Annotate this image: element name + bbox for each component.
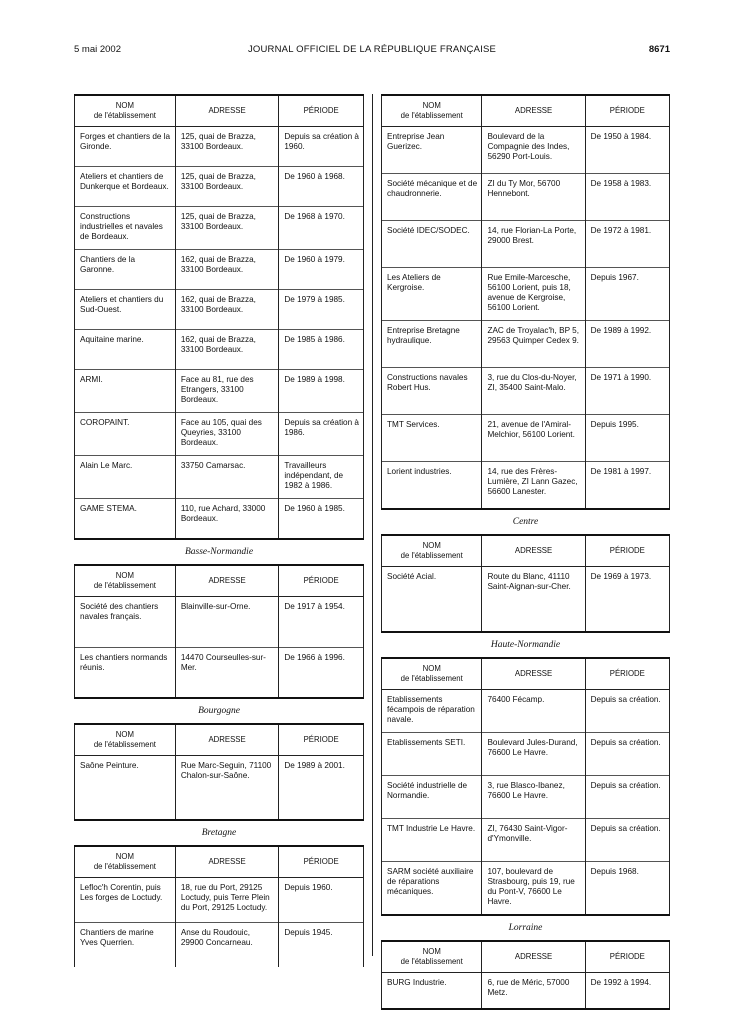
table-row — [75, 456, 364, 499]
table-row — [75, 877, 364, 922]
cell-adresse: 162, quai de Brazza, 33100 Bordeaux. — [175, 330, 279, 370]
table-row — [382, 415, 670, 462]
table-bretagne-suite — [381, 94, 670, 510]
cell-nom: Société IDEC/SODEC. — [382, 221, 482, 268]
cell-adresse: Anse du Roudouic, 29900 Concarneau. — [175, 922, 279, 967]
cell-periode: Depuis sa création. — [585, 733, 669, 776]
table-row — [382, 462, 670, 509]
cell-periode: Depuis sa création. — [585, 776, 669, 819]
col-header-nom — [382, 658, 482, 690]
region-title-basse-normandie: Basse-Normandie — [184, 546, 254, 557]
cell-periode: De 1992 à 1994. — [585, 973, 669, 1009]
table-row — [75, 413, 364, 456]
col-header-periode: PÉRIODE — [279, 95, 364, 127]
col-header-adresse: ADRESSE — [175, 724, 279, 756]
table-bretagne — [74, 845, 364, 968]
cell-periode: Depuis sa création. — [585, 690, 669, 733]
table-header-row — [382, 95, 670, 127]
col-header-nom — [75, 724, 176, 756]
table-row — [75, 207, 364, 250]
table-row — [382, 321, 670, 368]
column-divider — [372, 94, 373, 956]
cell-periode: De 1966 à 1996. — [279, 647, 364, 698]
cell-periode: Depuis 1968. — [585, 862, 669, 916]
journal-title: JOURNAL OFFICIEL DE LA RÉPUBLIQUE FRANÇAISE — [247, 44, 497, 55]
table-haute-normandie — [381, 657, 670, 916]
table-row — [75, 922, 364, 967]
col-header-nom-line2: de l'établissement — [93, 740, 156, 749]
cell-nom: ARMI. — [75, 370, 176, 413]
table-header-row — [382, 658, 670, 690]
table-row — [382, 733, 670, 776]
cell-nom: Entreprise Jean Guerizec. — [382, 127, 482, 174]
cell-adresse: 14, rue des Frères-Lumière, ZI Lann Gazec, 56600 Lanester. — [482, 462, 585, 509]
cell-nom: SARM société auxiliaire de réparations mécaniques. — [382, 862, 482, 916]
col-header-adresse: ADRESSE — [175, 95, 279, 127]
cell-periode: Travailleurs indépendant, de 1982 à 1986. — [279, 456, 364, 499]
cell-periode: De 1960 à 1985. — [279, 499, 364, 539]
col-header-adresse: ADRESSE — [175, 565, 279, 597]
col-header-nom-line2: de l'établissement — [93, 861, 156, 871]
cell-adresse: ZAC de Troyalac'h, BP 5, 29563 Quimper Cedex 9. — [482, 321, 585, 368]
cell-adresse: Rue Marc-Seguin, 71100 Chalon-sur-Saône. — [175, 756, 279, 820]
table-row — [75, 499, 364, 539]
table-row — [75, 167, 364, 207]
cell-nom: TMT Services. — [382, 415, 482, 462]
col-header-nom — [382, 95, 482, 127]
col-header-nom-line1: NOM — [115, 730, 134, 739]
col-header-nom-line1: NOM — [115, 101, 134, 110]
cell-adresse: 21, avenue de l'Amiral-Melchior, 56100 Lorient. — [482, 415, 585, 462]
col-header-nom-line1: NOM — [115, 851, 134, 861]
cell-adresse: Face au 81, rue des Etrangers, 33100 Bordeaux. — [175, 370, 279, 413]
cell-adresse: 76400 Fécamp. — [482, 690, 585, 733]
cell-periode: De 1989 à 2001. — [279, 756, 364, 820]
cell-periode: De 1960 à 1979. — [279, 250, 364, 290]
col-header-periode: PÉRIODE — [585, 941, 669, 973]
cell-nom: Société mécanique et de chaudronnerie. — [382, 174, 482, 221]
col-header-periode: PÉRIODE — [585, 95, 669, 127]
cell-periode: De 1960 à 1968. — [279, 167, 364, 207]
cell-adresse: 125, quai de Brazza, 33100 Bordeaux. — [175, 207, 279, 250]
cell-adresse: ZI du Ty Mor, 56700 Hennebont. — [482, 174, 585, 221]
cell-adresse: Boulevard de la Compagnie des Indes, 56290 Port-Louis. — [482, 127, 585, 174]
cell-adresse: Blainville-sur-Orne. — [175, 596, 279, 647]
cell-periode: De 1979 à 1985. — [279, 290, 364, 330]
col-header-nom-line2: de l'établissement — [400, 550, 463, 560]
col-header-nom-line2: de l'établissement — [400, 111, 463, 120]
cell-adresse: Face au 105, quai des Queyries, 33100 Bordeaux. — [175, 413, 279, 456]
cell-nom: Etablissements SETI. — [382, 733, 482, 776]
cell-nom: Les Ateliers de Kergroise. — [382, 268, 482, 321]
col-header-nom-line1: NOM — [422, 664, 441, 673]
cell-adresse: 33750 Camarsac. — [175, 456, 279, 499]
table-row — [382, 368, 670, 415]
col-header-periode: PÉRIODE — [279, 846, 364, 878]
col-header-periode: PÉRIODE — [279, 565, 364, 597]
cell-adresse: 110, rue Achard, 33000 Bordeaux. — [175, 499, 279, 539]
cell-periode: De 1972 à 1981. — [585, 221, 669, 268]
cell-nom: Ateliers et chantiers de Dunkerque et Bordeaux. — [75, 167, 176, 207]
col-header-nom — [75, 95, 176, 127]
cell-nom: Lorient industries. — [382, 462, 482, 509]
cell-periode: Depuis sa création à 1986. — [279, 413, 364, 456]
cell-periode: De 1981 à 1997. — [585, 462, 669, 509]
col-header-nom-line1: NOM — [115, 570, 134, 580]
table-row — [75, 250, 364, 290]
table-header-row — [382, 941, 670, 973]
cell-nom: Aquitaine marine. — [75, 330, 176, 370]
table-row — [382, 566, 670, 632]
cell-nom: Ateliers et chantiers du Sud-Ouest. — [75, 290, 176, 330]
table-row — [382, 221, 670, 268]
region-title-centre: Centre — [512, 516, 539, 527]
col-header-adresse: ADRESSE — [482, 658, 585, 690]
cell-nom: Etablissements fécampois de réparation navale. — [382, 690, 482, 733]
table-row — [382, 174, 670, 221]
cell-nom: BURG Industrie. — [382, 973, 482, 1009]
col-header-nom — [382, 941, 482, 973]
cell-nom: Constructions navales Robert Hus. — [382, 368, 482, 415]
col-header-periode: PÉRIODE — [279, 724, 364, 756]
cell-periode: De 1969 à 1973. — [585, 566, 669, 632]
table-basse-normandie — [74, 564, 364, 700]
cell-nom: Chantiers de marine Yves Querrien. — [75, 922, 176, 967]
table-header-row — [75, 846, 364, 878]
col-header-nom — [75, 846, 176, 878]
table-centre — [381, 534, 670, 634]
table-header-row — [75, 724, 364, 756]
col-header-adresse: ADRESSE — [482, 95, 585, 127]
cell-nom: Chantiers de la Garonne. — [75, 250, 176, 290]
region-title-bourgogne: Bourgogne — [198, 706, 240, 716]
table-bourgogne — [74, 723, 364, 821]
issue-date: 5 mai 2002 — [74, 44, 122, 55]
col-header-nom-line1: NOM — [422, 101, 441, 110]
col-header-nom — [382, 535, 482, 567]
col-header-nom — [75, 565, 176, 597]
region-title-bretagne: Bretagne — [201, 827, 237, 838]
table-row — [382, 776, 670, 819]
cell-adresse: 107, boulevard de Strasbourg, puis 19, rue du Pont-V, 76600 Le Havre. — [482, 862, 585, 916]
cell-adresse: Boulevard Jules-Durand, 76600 Le Havre. — [482, 733, 585, 776]
cell-adresse: Rue Emile-Marcesche, 56100 Lorient, puis 18, avenue de Kergroise, 56100 Lorient. — [482, 268, 585, 321]
region-title-lorraine: Lorraine — [508, 923, 543, 933]
table-header-row — [75, 565, 364, 597]
cell-periode: De 1989 à 1998. — [279, 370, 364, 413]
cell-nom: TMT Industrie Le Havre. — [382, 819, 482, 862]
cell-periode: De 1958 à 1983. — [585, 174, 669, 221]
cell-adresse: 162, quai de Brazza, 33100 Bordeaux. — [175, 290, 279, 330]
table-row — [382, 973, 670, 1009]
cell-adresse: 14, rue Florian-La Porte, 29000 Brest. — [482, 221, 585, 268]
col-header-nom-line2: de l'établissement — [93, 111, 156, 120]
table-header-row — [382, 535, 670, 567]
right-column — [381, 94, 670, 1010]
table-header-row — [75, 95, 364, 127]
cell-adresse: 125, quai de Brazza, 33100 Bordeaux. — [175, 167, 279, 207]
col-header-nom-line2: de l'établissement — [400, 674, 463, 683]
cell-nom: GAME STEMA. — [75, 499, 176, 539]
page-number: 8671 — [648, 44, 670, 55]
table-row — [75, 756, 364, 820]
col-header-adresse: ADRESSE — [482, 535, 585, 567]
cell-adresse: 3, rue Blasco-Ibanez, 76600 Le Havre. — [482, 776, 585, 819]
cell-nom: Société Acial. — [382, 566, 482, 632]
cell-periode: De 1968 à 1970. — [279, 207, 364, 250]
cell-periode: De 1985 à 1986. — [279, 330, 364, 370]
cell-periode: Depuis sa création. — [585, 819, 669, 862]
cell-nom: Société industrielle de Normandie. — [382, 776, 482, 819]
table-row — [75, 290, 364, 330]
col-header-periode: PÉRIODE — [585, 658, 669, 690]
cell-periode: Depuis 1960. — [279, 877, 364, 922]
cell-adresse: 6, rue de Méric, 57000 Metz. — [482, 973, 585, 1009]
cell-nom: Entreprise Bretagne hydraulique. — [382, 321, 482, 368]
table-row — [75, 596, 364, 647]
col-header-nom-line2: de l'établissement — [400, 957, 463, 966]
col-header-nom-line1: NOM — [422, 947, 441, 956]
col-header-nom-line1: NOM — [422, 540, 441, 550]
cell-nom: Lefloc'h Corentin, puis Les forges de Loctudy. — [75, 877, 176, 922]
cell-periode: Depuis 1945. — [279, 922, 364, 967]
cell-nom: Forges et chantiers de la Gironde. — [75, 127, 176, 167]
cell-adresse: ZI, 76430 Saint-Vigor-d'Ymonville. — [482, 819, 585, 862]
cell-nom: Alain Le Marc. — [75, 456, 176, 499]
cell-periode: De 1917 à 1954. — [279, 596, 364, 647]
cell-adresse: 125, quai de Brazza, 33100 Bordeaux. — [175, 127, 279, 167]
col-header-periode: PÉRIODE — [585, 535, 669, 567]
cell-adresse: 3, rue du Clos-du-Noyer, ZI, 35400 Saint-Malo. — [482, 368, 585, 415]
cell-periode: De 1971 à 1990. — [585, 368, 669, 415]
region-title-haute-normandie: Haute-Normandie — [490, 640, 561, 650]
table-row — [382, 268, 670, 321]
cell-periode: Depuis 1967. — [585, 268, 669, 321]
page-header — [74, 44, 670, 58]
table-row — [75, 647, 364, 698]
cell-adresse: 162, quai de Brazza, 33100 Bordeaux. — [175, 250, 279, 290]
table-row — [75, 330, 364, 370]
cell-periode: Depuis sa création à 1960. — [279, 127, 364, 167]
table-row — [382, 127, 670, 174]
cell-periode: Depuis 1995. — [585, 415, 669, 462]
cell-nom: COROPAINT. — [75, 413, 176, 456]
cell-nom: Constructions industrielles et navales de Bordeaux. — [75, 207, 176, 250]
cell-nom: Les chantiers normands réunis. — [75, 647, 176, 698]
left-column — [74, 94, 364, 967]
table-row — [75, 370, 364, 413]
col-header-nom-line2: de l'établissement — [93, 580, 156, 590]
cell-adresse: 14470 Courseulles-sur-Mer. — [175, 647, 279, 698]
col-header-adresse: ADRESSE — [482, 941, 585, 973]
table-row — [382, 819, 670, 862]
cell-nom: Société des chantiers navales français. — [75, 596, 176, 647]
cell-adresse: 18, rue du Port, 29125 Loctudy, puis Terre Plein du Port, 29125 Loctudy. — [175, 877, 279, 922]
cell-periode: De 1950 à 1984. — [585, 127, 669, 174]
table-lorraine — [381, 940, 670, 1010]
cell-periode: De 1989 à 1992. — [585, 321, 669, 368]
cell-nom: Saône Peinture. — [75, 756, 176, 820]
table-row — [75, 127, 364, 167]
cell-adresse: Route du Blanc, 41110 Saint-Aignan-sur-Cher. — [482, 566, 585, 632]
table-row — [382, 862, 670, 916]
table-aquitaine — [74, 94, 364, 540]
col-header-adresse: ADRESSE — [175, 846, 279, 878]
table-row — [382, 690, 670, 733]
